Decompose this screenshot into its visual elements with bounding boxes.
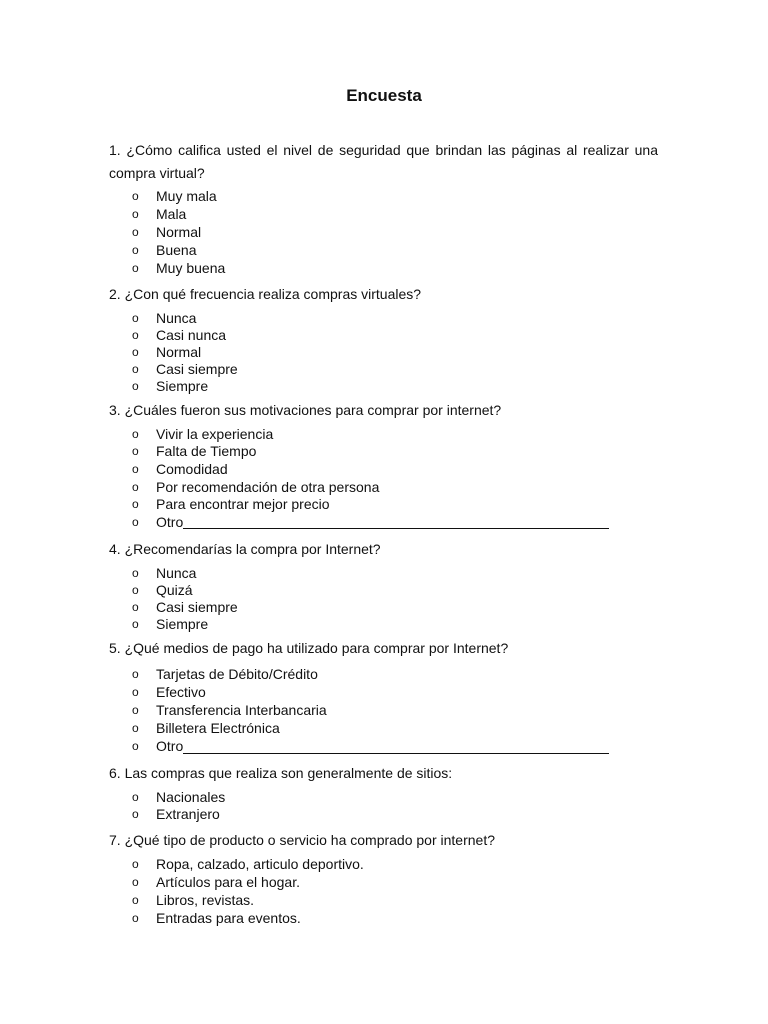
option-item[interactable] [132, 855, 364, 873]
option-label: Falta de Tiempo [156, 443, 257, 460]
bullet-icon: o [132, 361, 139, 376]
bullet-icon: o [132, 857, 139, 871]
option-label: Siempre [156, 377, 209, 394]
option-item[interactable] [132, 805, 225, 822]
bullet-icon: o [132, 310, 139, 325]
bullet-icon: o [132, 739, 139, 753]
option-item[interactable] [132, 425, 609, 443]
bullet-icon: o [132, 721, 139, 735]
question-2: 2. ¿Con qué frecuencia realiza compras virtuales? [109, 286, 422, 302]
option-item[interactable] [132, 443, 609, 461]
option-item[interactable] [132, 909, 364, 927]
option-label: Para encontrar mejor precio [156, 496, 330, 513]
bullet-icon: o [132, 565, 139, 580]
option-label: Nacionales [156, 788, 226, 805]
option-item[interactable] [132, 737, 609, 755]
question-4: 4. ¿Recomendarías la compra por Internet? [109, 541, 381, 557]
question-7-options [132, 855, 364, 927]
option-item[interactable] [132, 309, 238, 326]
bullet-icon: o [132, 243, 139, 257]
option-item[interactable] [132, 891, 364, 909]
option-label: Normal [156, 343, 202, 360]
bullet-icon: o [132, 461, 139, 476]
option-label: Casi siempre [156, 360, 238, 377]
option-item[interactable] [132, 615, 238, 632]
bullet-icon: o [132, 893, 139, 907]
option-item[interactable] [132, 478, 609, 496]
option-label: Siempre [156, 615, 209, 632]
option-item[interactable] [132, 719, 609, 737]
question-1-options [132, 187, 225, 277]
question-5-options [132, 665, 609, 755]
option-label: Mala [156, 206, 187, 222]
bullet-icon: o [132, 875, 139, 889]
option-item[interactable] [132, 873, 364, 891]
option-item[interactable] [132, 495, 609, 513]
bullet-icon: o [132, 911, 139, 925]
option-item[interactable] [132, 187, 225, 205]
option-label: Artículos para el hogar. [156, 874, 300, 890]
bullet-icon: o [132, 444, 139, 459]
option-label: Nunca [156, 309, 197, 326]
bullet-icon: o [132, 327, 139, 342]
option-item[interactable] [132, 241, 225, 259]
bullet-icon: o [132, 207, 139, 221]
question-5: 5. ¿Qué medios de pago ha utilizado para comprar por Internet? [109, 640, 509, 656]
bullet-icon: o [132, 497, 139, 512]
option-label: Otro [156, 738, 184, 754]
option-label: Muy buena [156, 260, 226, 276]
option-item[interactable] [132, 665, 609, 683]
option-label: Transferencia Interbancaria [156, 702, 327, 718]
option-label: Ropa, calzado, articulo deportivo. [156, 856, 364, 872]
bullet-icon: o [132, 789, 139, 804]
other-blank-line[interactable] [183, 739, 609, 754]
option-label: Entradas para eventos. [156, 910, 301, 926]
option-item[interactable] [132, 564, 238, 581]
option-label: Efectivo [156, 684, 206, 700]
option-item[interactable] [132, 598, 238, 615]
option-label: Muy mala [156, 188, 217, 204]
bullet-icon: o [132, 514, 139, 529]
page-title: Encuesta [346, 86, 422, 105]
option-label: Otro [156, 513, 184, 530]
bullet-icon: o [132, 599, 139, 614]
option-label: Quizá [156, 581, 193, 598]
bullet-icon: o [132, 703, 139, 717]
option-item[interactable] [132, 360, 238, 377]
option-item[interactable] [132, 788, 225, 805]
bullet-icon: o [132, 479, 139, 494]
option-item[interactable] [132, 513, 609, 531]
bullet-icon: o [132, 225, 139, 239]
bullet-icon: o [132, 582, 139, 597]
other-blank-line[interactable] [183, 514, 609, 529]
bullet-icon: o [132, 616, 139, 631]
option-label: Nunca [156, 564, 197, 581]
bullet-icon: o [132, 261, 139, 275]
option-item[interactable] [132, 205, 225, 223]
question-2-options [132, 309, 238, 394]
option-item[interactable] [132, 377, 238, 394]
question-6: 6. Las compras que realiza son generalmente de sitios: [109, 765, 453, 781]
option-item[interactable] [132, 701, 609, 719]
bullet-icon: o [132, 806, 139, 821]
question-3-options [132, 425, 609, 531]
question-3: 3. ¿Cuáles fueron sus motivaciones para comprar por internet? [109, 402, 502, 418]
option-item[interactable] [132, 223, 225, 241]
option-label: Tarjetas de Débito/Crédito [156, 666, 318, 682]
option-item[interactable] [132, 683, 609, 701]
option-item[interactable] [132, 326, 238, 343]
question-6-options [132, 788, 225, 822]
option-label: Casi siempre [156, 598, 238, 615]
bullet-icon: o [132, 667, 139, 681]
option-label: Billetera Electrónica [156, 720, 280, 736]
option-label: Por recomendación de otra persona [156, 478, 380, 495]
option-item[interactable] [132, 581, 238, 598]
option-item[interactable] [132, 343, 238, 360]
option-label: Normal [156, 224, 202, 240]
option-item[interactable] [132, 460, 609, 478]
option-label: Vivir la experiencia [156, 425, 274, 442]
option-label: Comodidad [156, 460, 228, 477]
bullet-icon: o [132, 426, 139, 441]
option-label: Extranjero [156, 805, 220, 822]
question-4-options [132, 564, 238, 632]
question-7: 7. ¿Qué tipo de producto o servicio ha comprado por internet? [109, 832, 495, 848]
bullet-icon: o [132, 378, 139, 393]
bullet-icon: o [132, 344, 139, 359]
bullet-icon: o [132, 685, 139, 699]
bullet-icon: o [132, 189, 139, 203]
option-label: Buena [156, 242, 197, 258]
option-label: Libros, revistas. [156, 892, 255, 908]
option-item[interactable] [132, 259, 225, 277]
option-label: Casi nunca [156, 326, 227, 343]
question-1: 1. ¿Cómo califica usted el nivel de seguridad que brindan las páginas al realizar una compra virtual? [109, 142, 658, 181]
